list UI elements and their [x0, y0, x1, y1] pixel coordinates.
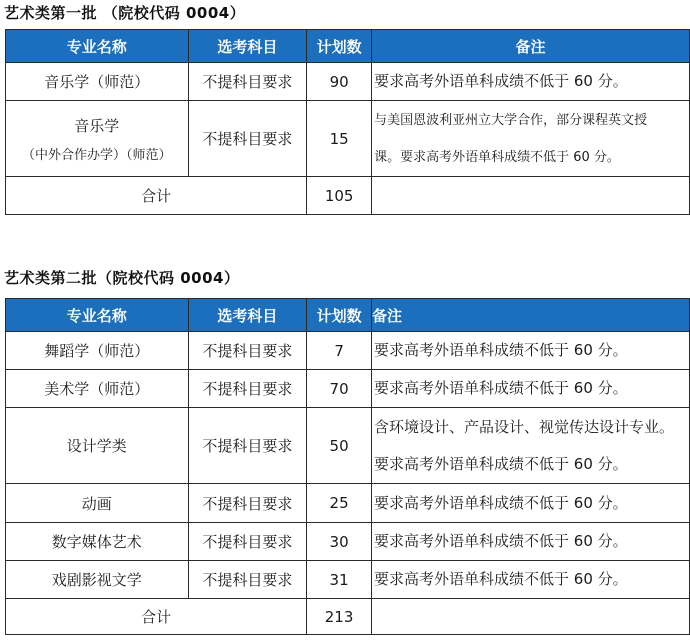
plan-cell: 25 — [307, 484, 372, 523]
total-value: 105 — [307, 177, 372, 215]
note-cell: 要求高考外语单科成绩不低于 60 分。 — [372, 332, 690, 370]
subject-cell: 不提科目要求 — [188, 484, 307, 523]
subject-cell: 不提科目要求 — [188, 370, 307, 408]
major-cell: 数字媒体艺术 — [6, 523, 189, 561]
total-note-empty — [372, 177, 690, 215]
total-label: 合计 — [6, 177, 307, 215]
table-row — [6, 561, 690, 599]
total-note-empty — [372, 599, 690, 635]
batch1-title: 艺术类第一批 （院校代码 0004） — [4, 4, 246, 22]
major-cell — [6, 101, 189, 177]
major-cell: 音乐学（师范） — [6, 63, 189, 101]
col-header-plan: 计划数 — [307, 30, 372, 63]
plan-cell: 31 — [307, 561, 372, 599]
subject-cell: 不提科目要求 — [188, 63, 307, 101]
batch2-title: 艺术类第二批（院校代码 0004） — [4, 269, 240, 287]
subject-cell: 不提科目要求 — [188, 408, 307, 484]
note-line-1: 含环境设计、产品设计、视觉传达设计专业。 — [374, 417, 675, 436]
subject-cell: 不提科目要求 — [188, 561, 307, 599]
major-cell: 舞蹈学（师范） — [6, 332, 189, 370]
note-cell: 要求高考外语单科成绩不低于 60 分。 — [372, 523, 690, 561]
note-cell: 要求高考外语单科成绩不低于 60 分。 — [372, 561, 690, 599]
note-cell — [372, 408, 690, 484]
batch2-table — [5, 298, 690, 635]
col-header-major: 专业名称 — [6, 299, 189, 332]
table-row — [6, 484, 690, 523]
col-header-note: 备注 — [372, 30, 690, 63]
plan-cell: 30 — [307, 523, 372, 561]
plan-cell: 70 — [307, 370, 372, 408]
subject-cell: 不提科目要求 — [188, 101, 307, 177]
col-header-subject: 选考科目 — [188, 30, 307, 63]
subject-cell: 不提科目要求 — [188, 332, 307, 370]
major-main-label: 音乐学 — [74, 116, 120, 135]
note-line-1: 与美国恩波利亚州立大学合作，部分课程英文授 — [374, 112, 648, 128]
major-sub-label: （中外合作办学）（师范） — [22, 147, 172, 163]
major-cell: 动画 — [6, 484, 189, 523]
table-row — [6, 332, 690, 370]
col-header-plan: 计划数 — [307, 299, 372, 332]
table-row — [6, 408, 690, 484]
col-header-subject: 选考科目 — [188, 299, 307, 332]
note-line-2: 课。要求高考外语单科成绩不低于 60 分。 — [374, 149, 620, 165]
plan-cell: 7 — [307, 332, 372, 370]
header-row — [6, 299, 690, 332]
note-cell: 要求高考外语单科成绩不低于 60 分。 — [372, 370, 690, 408]
major-cell: 戏剧影视文学 — [6, 561, 189, 599]
major-cell: 美术学（师范） — [6, 370, 189, 408]
header-row — [6, 30, 690, 63]
table-row — [6, 63, 690, 101]
major-cell: 设计学类 — [6, 408, 189, 484]
note-cell: 要求高考外语单科成绩不低于 60 分。 — [372, 484, 690, 523]
subject-cell: 不提科目要求 — [188, 523, 307, 561]
note-line-2: 要求高考外语单科成绩不低于 60 分。 — [374, 454, 628, 473]
total-row — [6, 599, 690, 635]
table-row — [6, 523, 690, 561]
total-value: 213 — [307, 599, 372, 635]
plan-cell: 15 — [307, 101, 372, 177]
table-row — [6, 370, 690, 408]
table-row — [6, 101, 690, 177]
note-cell: 要求高考外语单科成绩不低于 60 分。 — [372, 63, 690, 101]
total-row — [6, 177, 690, 215]
total-label: 合计 — [6, 599, 307, 635]
plan-cell: 50 — [307, 408, 372, 484]
note-cell — [372, 101, 690, 177]
batch1-table — [5, 29, 690, 215]
col-header-major: 专业名称 — [6, 30, 189, 63]
col-header-note: 备注 — [372, 299, 690, 332]
plan-cell: 90 — [307, 63, 372, 101]
